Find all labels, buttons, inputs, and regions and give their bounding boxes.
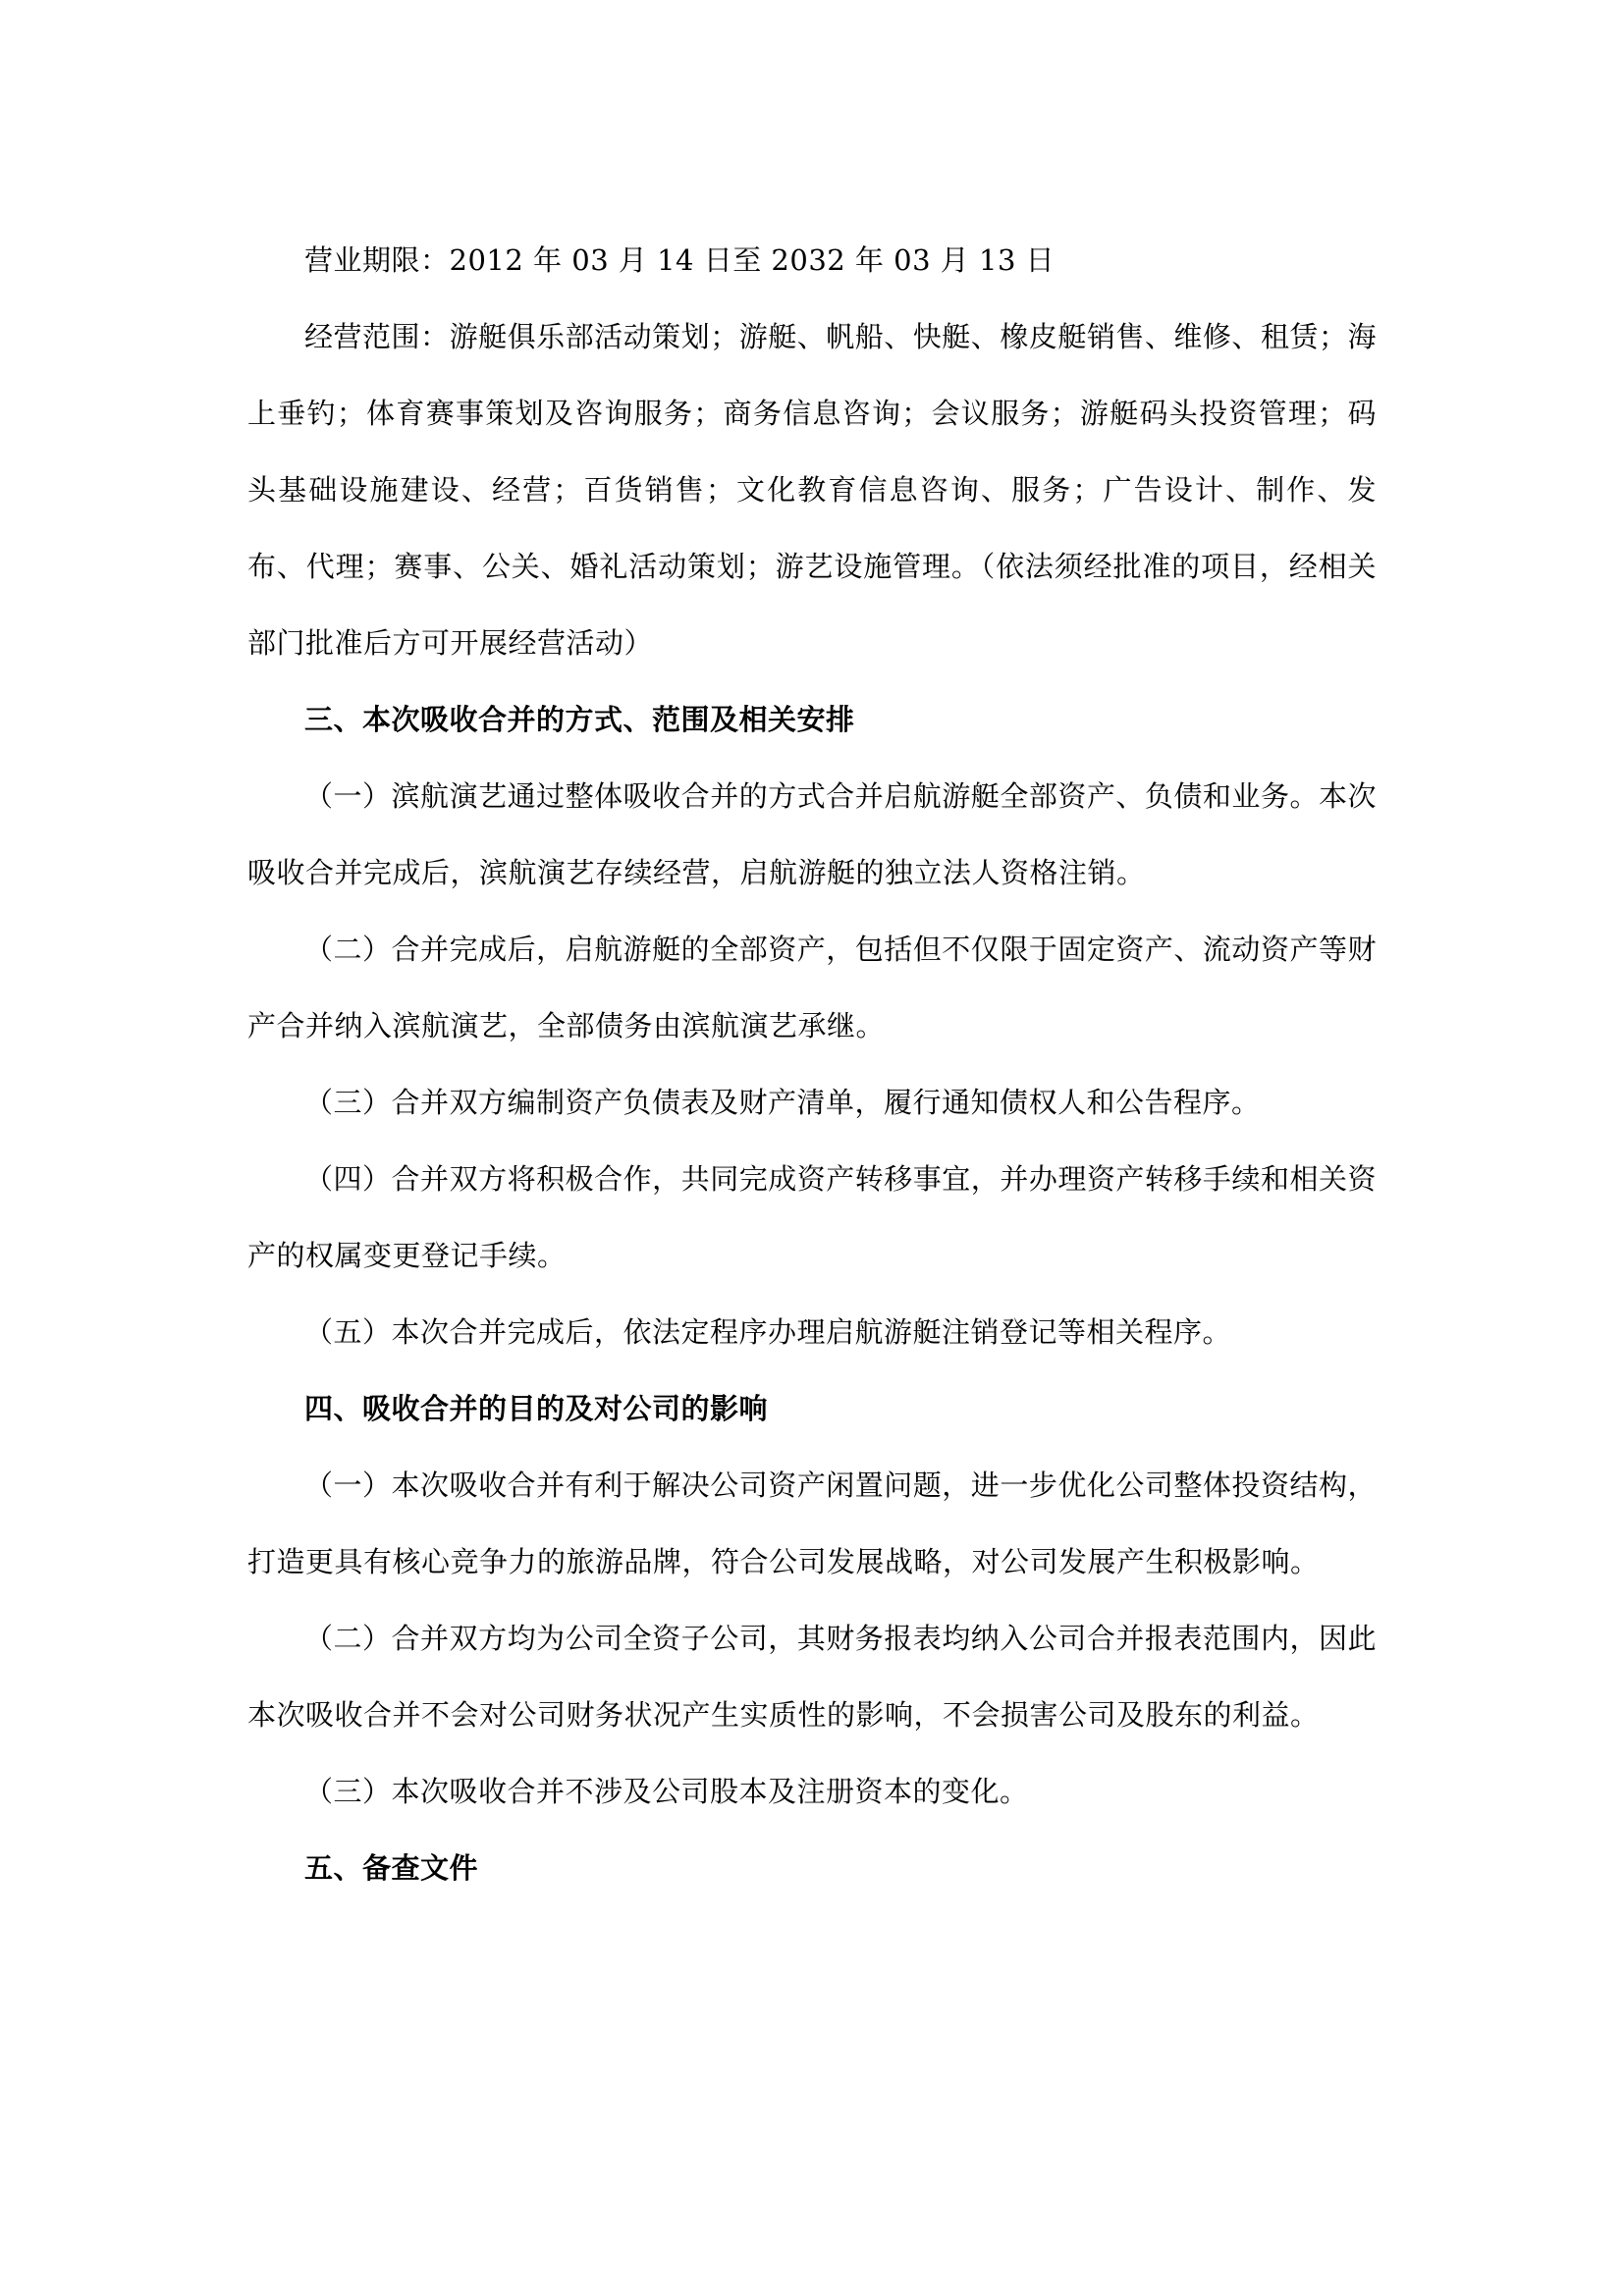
section-heading-4: 四、吸收合并的目的及对公司的影响 <box>304 1392 769 1425</box>
section-4-item-1: （一）本次吸收合并有利于解决公司资产闲置问题，进一步优化公司整体投资结构，打造更具有核心竞争力的旅游品牌，符合公司发展战略，对公司发展产生积极影响。 <box>247 1468 1377 1578</box>
section-4-item-2: （二）合并双方均为公司全资子公司，其财务报表均纳入公司合并报表范围内，因此本次吸收合并不会对公司财务状况产生实质性的影响，不会损害公司及股东的利益。 <box>247 1622 1377 1732</box>
section-heading-3: 三、本次吸收合并的方式、范围及相关安排 <box>304 703 855 736</box>
section-3-item-1: （一）滨航演艺通过整体吸收合并的方式合并启航游艇全部资产、负债和业务。本次吸收合并完成后，滨航演艺存续经营，启航游艇的独立法人资格注销。 <box>247 779 1377 889</box>
section-heading-5: 五、备查文件 <box>304 1851 479 1885</box>
business-term: 营业期限：2012 年 03 月 14 日至 2032 年 03 月 13 日 <box>304 243 1056 277</box>
section-3-item-3: （三）合并双方编制资产负债表及财产清单，履行通知债权人和公告程序。 <box>304 1086 1261 1119</box>
document-body <box>247 222 1377 1906</box>
section-4-item-3: （三）本次吸收合并不涉及公司股本及注册资本的变化。 <box>304 1775 1029 1808</box>
business-scope: 经营范围：游艇俱乐部活动策划；游艇、帆船、快艇、橡皮艇销售、维修、租赁；海上垂钓；体育赛事策划及咨询服务；商务信息咨询；会议服务；游艇码头投资管理；码头基础设施建设、经营；百货销售；文化教育信息咨询、服务；广告设计、制作、发布、代理；赛事、公关、婚礼活动策划；游艺设施管理。（依法须经批准的项目，经相关部门批准后方可开展经营活动） <box>247 320 1377 660</box>
section-3-item-5: （五）本次合并完成后，依法定程序办理启航游艇注销登记等相关程序。 <box>304 1315 1232 1349</box>
section-3-item-4: （四）合并双方将积极合作，共同完成资产转移事宜，并办理资产转移手续和相关资产的权属变更登记手续。 <box>247 1162 1377 1272</box>
section-3-item-2: （二）合并完成后，启航游艇的全部资产，包括但不仅限于固定资产、流动资产等财产合并纳入滨航演艺，全部债务由滨航演艺承继。 <box>247 933 1377 1042</box>
